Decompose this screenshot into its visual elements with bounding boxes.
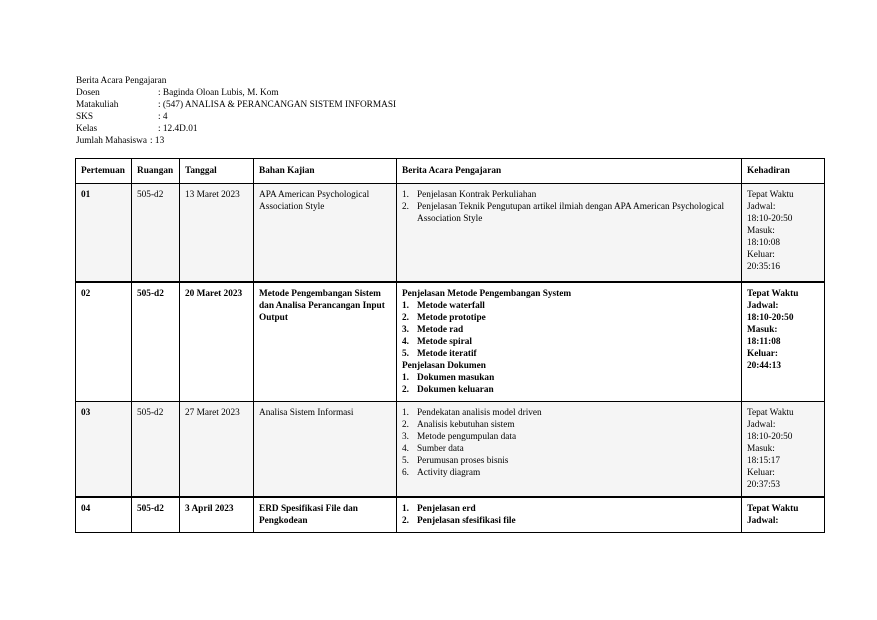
column-header: Ruangan: [132, 159, 180, 184]
field-value: : 4: [158, 112, 168, 122]
kehadiran-cell: Tepat Waktu Jadwal: 18:10-20:50 Masuk: 18:15:17 Keluar: 20:37:53: [742, 402, 825, 498]
pertemuan-cell: 03: [76, 402, 132, 498]
document-header: [76, 75, 396, 147]
bahan-kajian-cell: ERD Spesifikasi File dan Pengkodean: [254, 497, 397, 533]
field-sks: [76, 111, 396, 123]
column-header: Bahan Kajian: [254, 159, 397, 184]
list-item: 4. Metode spiral: [402, 337, 472, 347]
list-item: 1. Penjelasan Kontrak Perkuliahan: [402, 190, 537, 200]
column-header: Berita Acara Pengajaran: [397, 159, 742, 184]
document-title: Berita Acara Pengajaran: [76, 76, 167, 86]
list-item: 2. Penjelasan sfesifikasi file: [402, 516, 516, 526]
ruangan-cell: 505-d2: [132, 497, 180, 533]
table-row: [76, 497, 825, 533]
table-row: [76, 184, 825, 283]
ruangan-cell: 505-d2: [132, 282, 180, 402]
field-value: : Baginda Oloan Lubis, M. Kom: [158, 88, 279, 98]
ruangan-cell: 505-d2: [132, 402, 180, 498]
tanggal-cell: 27 Maret 2023: [180, 402, 254, 498]
field-kelas: [76, 123, 396, 135]
topic-list: [402, 503, 736, 527]
column-header: Tanggal: [180, 159, 254, 184]
field-label: Dosen: [76, 88, 100, 98]
column-header: Pertemuan: [76, 159, 132, 184]
berita-acara-cell: [397, 497, 742, 533]
list-item: 1. Pendekatan analisis model driven: [402, 408, 542, 418]
section-heading: Penjelasan Dokumen: [402, 361, 486, 371]
topic-list: [402, 372, 736, 396]
attendance-table: [75, 158, 825, 533]
list-item: 3. Metode rad: [402, 325, 464, 335]
list-item: 4. Sumber data: [402, 444, 464, 454]
ruangan-cell: 505-d2: [132, 184, 180, 283]
pertemuan-cell: 04: [76, 497, 132, 533]
pertemuan-cell: 01: [76, 184, 132, 283]
field-label: Jumlah Mahasiswa: [76, 136, 148, 146]
list-item: 1. Penjelasan erd: [402, 504, 476, 514]
field-dosen: [76, 87, 396, 99]
list-item: 2. Analisis kebutuhan sistem: [402, 420, 515, 430]
list-item: 5. Perumusan proses bisnis: [402, 456, 509, 466]
list-item: 6. Activity diagram: [402, 468, 481, 478]
kehadiran-cell: Tepat Waktu Jadwal:: [742, 497, 825, 533]
kehadiran-cell: Tepat Waktu Jadwal: 18:10-20:50 Masuk: 18:10:08 Keluar: 20:35:16: [742, 184, 825, 283]
topic-list: [402, 189, 736, 225]
field-jumlah-mahasiswa: [76, 135, 396, 147]
list-item: 2. Dokumen keluaran: [402, 385, 494, 395]
list-item: 3. Metode pengumpulan data: [402, 432, 517, 442]
field-value: : 12.4D.01: [158, 124, 198, 134]
list-item: 5. Metode iteratif: [402, 349, 477, 359]
tanggal-cell: 13 Maret 2023: [180, 184, 254, 283]
tanggal-cell: 3 April 2023: [180, 497, 254, 533]
berita-acara-cell: [397, 184, 742, 283]
field-label: Matakuliah: [76, 100, 119, 110]
pertemuan-cell: 02: [76, 282, 132, 402]
bahan-kajian-cell: APA American Psychological Association Style: [254, 184, 397, 283]
tanggal-cell: 20 Maret 2023: [180, 282, 254, 402]
list-item: 1. Dokumen masukan: [402, 373, 495, 383]
kehadiran-cell: Tepat Waktu Jadwal: 18:10-20:50 Masuk: 18:11:08 Keluar: 20:44:13: [742, 282, 825, 402]
field-label: Kelas: [76, 124, 98, 134]
bahan-kajian-cell: Analisa Sistem Informasi: [254, 402, 397, 498]
list-item: 2. Penjelasan Teknik Pengutupan artikel ilmiah dengan APA American Psychological Association Style: [402, 202, 725, 224]
field-matakuliah: [76, 99, 396, 111]
berita-acara-cell: [397, 282, 742, 402]
table-row: [76, 282, 825, 402]
topic-list: [402, 407, 736, 479]
bahan-kajian-cell: Metode Pengembangan Sistem dan Analisa Perancangan Input Output: [254, 282, 397, 402]
list-item: 2. Metode prototipe: [402, 313, 486, 323]
table-header-row: [76, 159, 825, 184]
topic-list: [402, 300, 736, 360]
section-heading: Penjelasan Metode Pengembangan System: [402, 289, 572, 299]
berita-acara-cell: [397, 402, 742, 498]
list-item: 1. Metode waterfall: [402, 301, 485, 311]
field-value: : 13: [150, 136, 165, 146]
field-label: SKS: [76, 112, 94, 122]
column-header: Kehadiran: [742, 159, 825, 184]
field-value: : (547) ANALISA & PERANCANGAN SISTEM INFORMASI: [158, 100, 397, 110]
table-row: [76, 402, 825, 498]
